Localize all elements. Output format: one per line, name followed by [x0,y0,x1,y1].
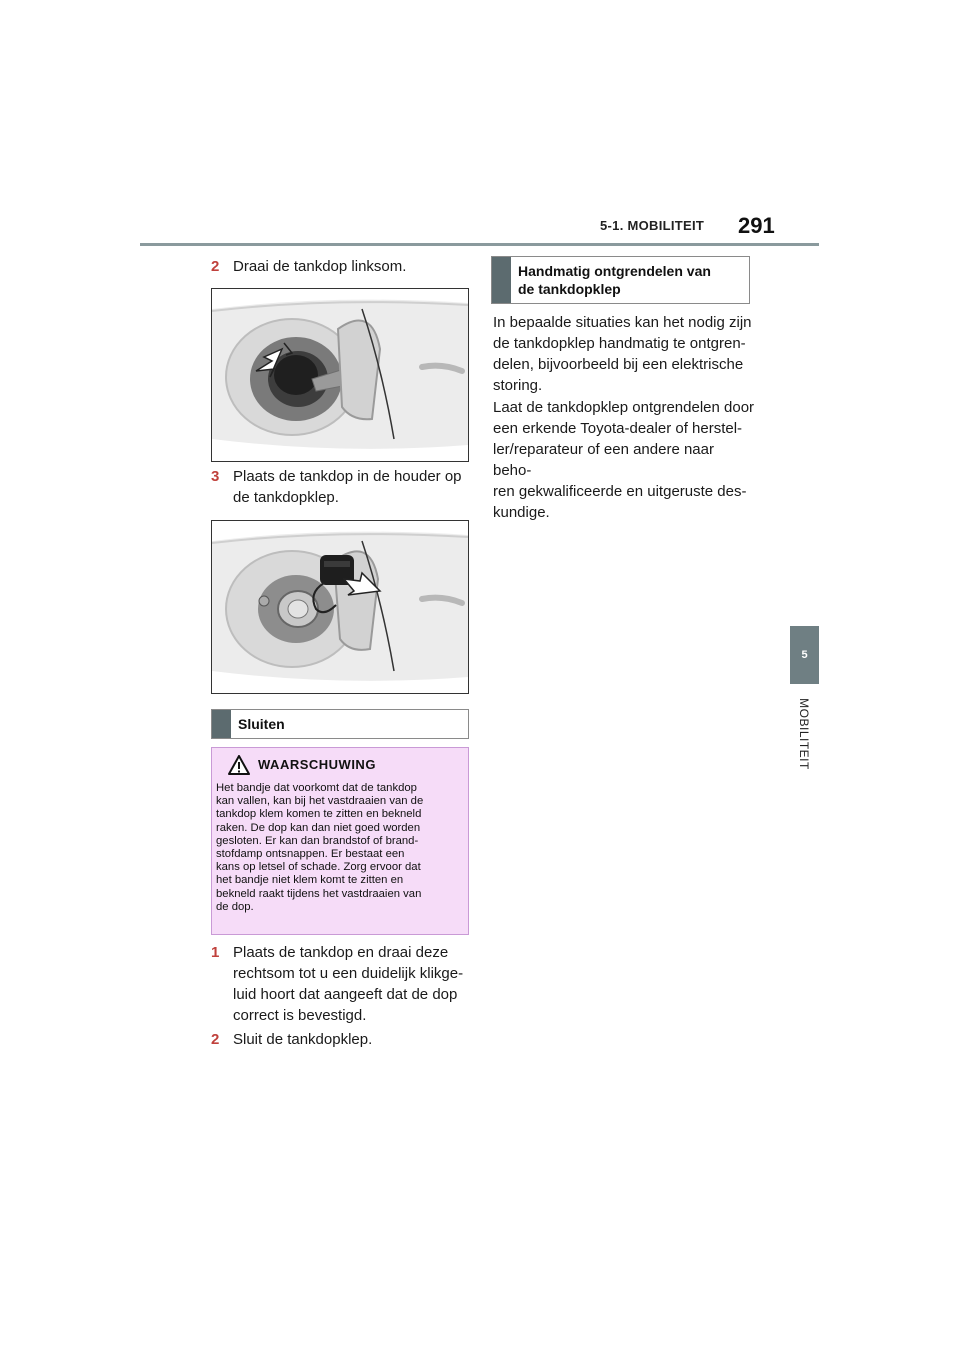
warning-line: raken. De dop kan dan niet goed worden [216,821,421,834]
warning-line: tankdop klem komen te zitten en bekneld [216,808,422,821]
warning-line: de dop. [216,900,254,913]
step-text: Sluit de tankdopklep. [233,1031,373,1048]
illustration-turn-cap [211,288,469,462]
paragraph-manual-unlock-intro [493,312,755,396]
illustration-cap-in-holder [211,520,469,694]
paragraph-line: een erkende Toyota-dealer of herstel- [493,420,743,437]
section-heading-manual-unlock [491,256,750,304]
warning-title: WAARSCHUWING [258,757,376,772]
warning-box [211,747,469,935]
step-text-line: correct is bevestigd. [233,1007,367,1024]
section-heading-bar [212,710,231,738]
paragraph-line: ren gekwalificeerde en uitgeruste des- [493,483,747,500]
step-close-door [211,1029,473,1050]
paragraph-line: In bepaalde situaties kan het nodig zijn [493,314,752,331]
paragraph-line: kundige. [493,504,550,521]
step-text-line: Plaats de tankdop en draai deze [233,944,449,961]
step-turn-cap [211,256,471,277]
section-heading-line: Handmatig ontgrendelen van [518,263,711,279]
section-heading-sluiten [211,709,469,739]
warning-line: kans op letsel of schade. Zorg ervoor dat [216,861,421,874]
paragraph-line: de tankdopklep handmatig te ontgren- [493,335,746,352]
section-heading-line: de tankdopklep [518,281,621,297]
step-text-line: luid hoort dat aangeeft dat de dop [233,986,458,1003]
step-number: 2 [211,1031,220,1048]
chapter-tab: 5 [790,626,819,684]
cap-in-holder-drawing [212,521,468,693]
header-rule [140,243,819,246]
paragraph-line: ler/reparateur of een andere naar beho- [493,441,714,479]
step-text-line: Plaats de tankdop in de houder op [233,468,462,485]
page-number: 291 [738,213,775,238]
step-text: Draai de tankdop linksom. [233,258,407,275]
warning-body [216,782,466,914]
warning-line: gesloten. Er kan dan brandstof of brand- [216,834,419,847]
step-text-line: de tankdopklep. [233,489,339,506]
step-number: 2 [211,258,220,275]
step-close-cap [211,942,473,1026]
warning-triangle-icon [228,755,250,775]
paragraph-line: storing. [493,377,543,394]
step-number: 1 [211,944,220,961]
step-number: 3 [211,468,220,485]
paragraph-line: Laat de tankdopklep ontgrendelen door [493,399,755,416]
section-heading-title [518,262,711,298]
step-text-line: rechtsom tot u een duidelijk klikge- [233,965,464,982]
warning-line: bekneld raakt tijdens het vastdraaien van [216,887,422,900]
step-place-in-holder [211,466,471,508]
fuel-door-open-turn-cap-drawing [212,289,468,461]
warning-line: kan vallen, kan bij het vastdraaien van de [216,795,424,808]
warning-line: stofdamp ontsnappen. Er bestaat een [216,848,405,861]
warning-line: het bandje niet klem komt te zitten en [216,874,404,887]
paragraph-dealer [493,397,755,523]
chapter-side-label-text: MOBILITEIT [797,698,811,770]
running-header-section: 5-1. MOBILITEIT [600,218,705,233]
section-heading-bar [492,257,511,303]
warning-line: Het bandje dat voorkomt dat de tankdop [216,782,417,794]
chapter-side-label [784,692,824,776]
paragraph-line: delen, bijvoorbeeld bij een elektrische [493,356,744,373]
section-heading-title: Sluiten [238,716,285,732]
